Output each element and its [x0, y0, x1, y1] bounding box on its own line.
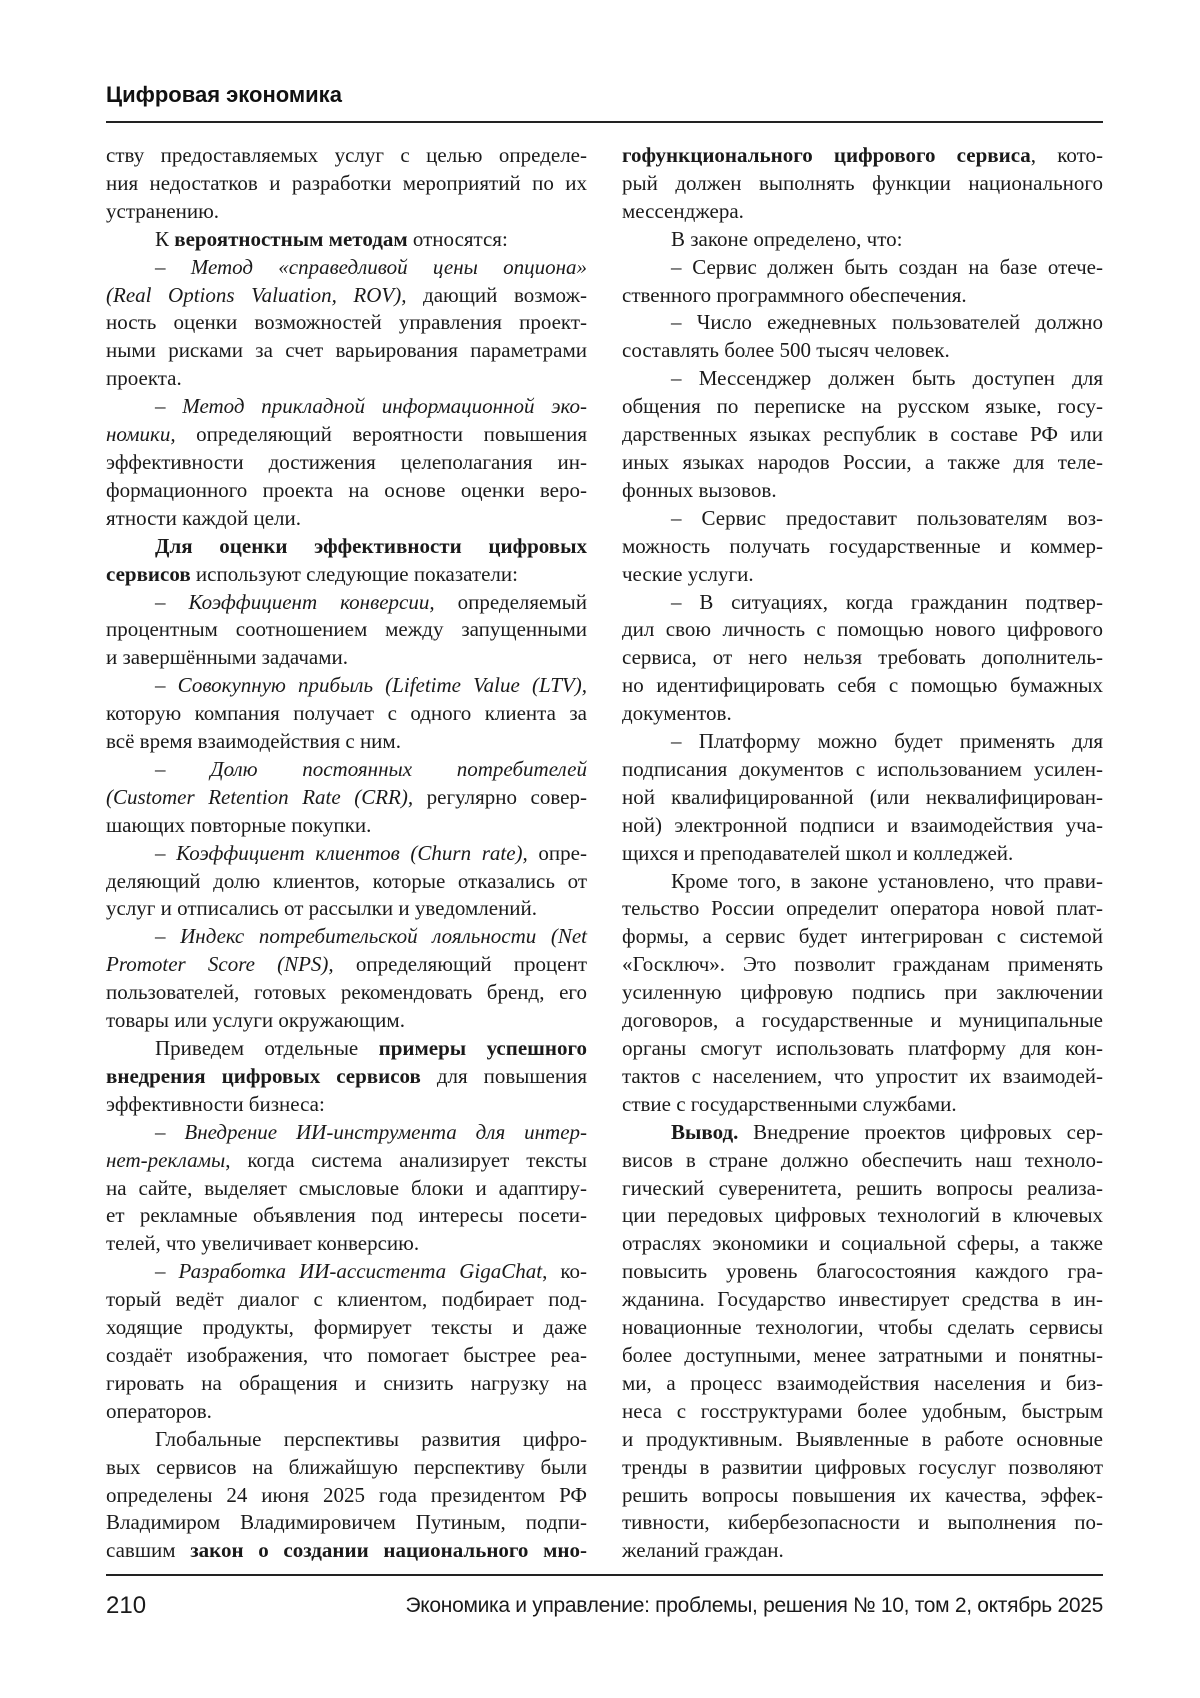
italic-text: номики, [106, 422, 176, 446]
text-run: тельство России определит оператора новой плат- [622, 896, 1103, 920]
text-run: – [155, 1259, 179, 1283]
text-line [622, 226, 1103, 254]
text-line [106, 1370, 587, 1398]
text-line [106, 784, 587, 812]
text-line [622, 1175, 1103, 1203]
text-line [622, 421, 1103, 449]
text-run: можность получать государственные и коммер- [622, 534, 1103, 558]
text-run: рый должен выполнять функции национального [622, 171, 1103, 195]
text-line [622, 142, 1103, 170]
text-run: ству предоставляемых услуг с целью определе- [106, 143, 587, 167]
right-column [622, 142, 1103, 1565]
text-line [106, 1063, 587, 1091]
text-line [106, 1509, 587, 1537]
italic-text: Индекс потребительской лояльности (Net [180, 924, 587, 948]
text-run: ность оценки возможностей управления проект- [106, 310, 587, 334]
text-run: более доступными, менее затратными и понятны- [622, 1343, 1103, 1367]
text-line [622, 1147, 1103, 1175]
text-line [622, 672, 1103, 700]
text-run: ными рисками за счет варьирования параметрами [106, 338, 587, 362]
text-line [106, 1091, 587, 1119]
text-line [622, 393, 1103, 421]
text-run: – [155, 757, 210, 781]
paragraph [106, 1258, 587, 1425]
text-run: эффективности бизнеса: [106, 1092, 325, 1116]
text-run: тивности, кибербезопасности и выполнения по- [622, 1510, 1103, 1534]
text-run: В законе определено, что: [671, 227, 902, 251]
text-line [106, 505, 587, 533]
text-line [106, 477, 587, 505]
text-line [622, 477, 1103, 505]
italic-text: Долю постоянных потребителей [210, 757, 587, 781]
text-run: иных языках народов России, а также для теле- [622, 450, 1103, 474]
text-line [622, 1286, 1103, 1314]
text-run: проекта. [106, 366, 182, 390]
text-run: – [155, 924, 180, 948]
text-line [106, 1147, 587, 1175]
text-run: составлять более 500 тысяч человек. [622, 338, 950, 362]
italic-text: (Customer Retention Rate (CRR), [106, 785, 413, 809]
text-run: фонных вызовов. [622, 478, 777, 502]
text-line [106, 282, 587, 310]
text-run: формы, а сервис будет интегрирован с системой [622, 924, 1103, 948]
text-run: – [155, 841, 176, 865]
italic-text: Коэффициент конверсии, [189, 590, 435, 614]
text-run: пользователей, готовых рекомендовать бренд, его [106, 980, 587, 1004]
text-run: Приведем отдельные [155, 1036, 379, 1060]
text-line [106, 1007, 587, 1035]
paragraph [106, 393, 587, 533]
text-run: – Платформу можно будет применять для [671, 729, 1103, 753]
text-line [622, 700, 1103, 728]
text-line [622, 170, 1103, 198]
paragraph [106, 1035, 587, 1119]
text-run: – [155, 1120, 184, 1144]
text-line [622, 812, 1103, 840]
text-run: «Госключ». Это позволит гражданам применять [622, 952, 1103, 976]
text-run: ствие с государственными службами. [622, 1092, 957, 1116]
text-line [106, 923, 587, 951]
text-line [622, 1063, 1103, 1091]
text-run: мессенджера. [622, 199, 744, 223]
bold-text: Вывод. [671, 1120, 738, 1144]
text-run: дил свою личность с помощью нового цифрового [622, 617, 1103, 641]
text-run: желаний граждан. [622, 1538, 784, 1562]
text-run: Кроме того, в законе установлено, что прави- [671, 869, 1103, 893]
bold-text: вероятностным методам [174, 227, 407, 251]
text-run: – Число ежедневных пользователей должно [671, 310, 1103, 334]
text-line [622, 784, 1103, 812]
text-line [106, 756, 587, 784]
text-run: решить вопросы повышения их качества, эффек- [622, 1483, 1103, 1507]
footer-divider [106, 1574, 1103, 1576]
text-line [622, 1426, 1103, 1454]
text-run: – [155, 394, 182, 418]
text-run: на сайте, выделяет смысловые блоки и адаптиру- [106, 1176, 587, 1200]
text-line [106, 672, 587, 700]
paragraph [106, 840, 587, 924]
text-run: – Мессенджер должен быть доступен для [671, 366, 1103, 390]
text-line [106, 393, 587, 421]
text-line [622, 616, 1103, 644]
text-run: ной) электронной подписи и взаимодействия уча- [622, 813, 1103, 837]
text-line [622, 337, 1103, 365]
text-run: гический суверенитета, решить вопросы реализа- [622, 1176, 1103, 1200]
text-run: телей, что увеличивает конверсию. [106, 1231, 419, 1255]
text-line [622, 895, 1103, 923]
italic-text: Разработка ИИ-ассистента GigaChat [179, 1259, 543, 1283]
paragraph [622, 309, 1103, 365]
text-run: К [155, 227, 174, 251]
text-line [106, 1230, 587, 1258]
bold-text: закон о создании национального мно- [190, 1538, 587, 1562]
text-run: – Сервис должен быть создан на базе отече- [671, 255, 1103, 279]
text-run: – [155, 673, 178, 697]
text-run: определены 24 июня 2025 года президентом РФ [106, 1483, 587, 1507]
text-run: савшим [106, 1538, 190, 1562]
paragraph [622, 505, 1103, 589]
text-run: определяющий вероятности повышения [176, 422, 587, 446]
text-run: и завершёнными задачами. [106, 645, 348, 669]
paragraph [622, 728, 1103, 868]
text-line [106, 170, 587, 198]
text-run: формационного проекта на основе оценки веро- [106, 478, 587, 502]
text-run: – [155, 255, 191, 279]
italic-text: Внедрение ИИ-инструмента для интер- [184, 1120, 587, 1144]
italic-text: Коэффициент клиентов (Churn rate), [176, 841, 528, 865]
text-line [106, 895, 587, 923]
text-run: гировать на обращения и снизить нагрузку на [106, 1371, 587, 1395]
text-run: для повышения [421, 1064, 587, 1088]
text-run: определяющий процент [334, 952, 587, 976]
text-line [106, 1398, 587, 1426]
text-run: усиленную цифровую подпись при заключении [622, 980, 1103, 1004]
text-run: – Сервис предоставит пользователям воз- [671, 506, 1103, 530]
text-run: Владимиром Владимировичем Путиным, подпи- [106, 1510, 587, 1534]
text-run: отраслях экономики и социальной сферы, а также [622, 1231, 1103, 1255]
text-run: – В ситуациях, когда гражданин подтвер- [671, 590, 1103, 614]
text-line [622, 728, 1103, 756]
text-run: сервиса, от него нельзя требовать дополнитель- [622, 645, 1103, 669]
text-run: подписания документов с использованием усилен- [622, 757, 1103, 781]
text-line [622, 1119, 1103, 1147]
text-line [622, 756, 1103, 784]
text-line [106, 365, 587, 393]
text-run: , когда система анализирует тексты [225, 1148, 587, 1172]
italic-text: Метод «справедливой цены опциона» [191, 255, 587, 279]
text-line [622, 589, 1103, 617]
paragraph [106, 672, 587, 756]
text-run: повысить уровень благосостояния каждого гра- [622, 1259, 1103, 1283]
text-line [622, 1509, 1103, 1537]
text-line [622, 979, 1103, 1007]
text-line [622, 309, 1103, 337]
text-line [622, 1482, 1103, 1510]
italic-text: нет-рекламы [106, 1148, 225, 1172]
text-run: создаёт изображения, что помогает быстрее реа- [106, 1343, 587, 1367]
text-line [622, 505, 1103, 533]
text-line [106, 1482, 587, 1510]
text-line [622, 1314, 1103, 1342]
text-line [106, 979, 587, 1007]
text-run: неса с госструктурами более удобным, быстрым [622, 1399, 1103, 1423]
text-run: и продуктивным. Выявленные в работе основные [622, 1427, 1103, 1451]
text-line [106, 1175, 587, 1203]
text-run: висов в стране должно обеспечить наш техноло- [622, 1148, 1103, 1172]
text-run: Глобальные перспективы развития цифро- [155, 1427, 587, 1451]
text-run: общения по переписке на русском языке, госу- [622, 394, 1103, 418]
italic-text: Promoter Score (NPS), [106, 952, 334, 976]
text-run: всё время взаимодействия с ним. [106, 729, 401, 753]
text-line [106, 561, 587, 589]
left-column [106, 142, 587, 1565]
text-line [106, 868, 587, 896]
text-line [622, 1230, 1103, 1258]
text-line [622, 1258, 1103, 1286]
page-number: 210 [106, 1592, 146, 1620]
text-run: которую компания получает с одного клиента за [106, 701, 587, 725]
paragraph [106, 923, 587, 1035]
text-line [622, 533, 1103, 561]
text-run: тактов с населением, что упростит их взаимодей- [622, 1064, 1103, 1088]
paragraph [106, 142, 587, 226]
text-run: ет рекламные объявления под интересы посети- [106, 1203, 587, 1227]
bold-text: Для оценки эффективности цифровых [155, 534, 587, 558]
text-run: регулярно совер- [413, 785, 587, 809]
text-run: Внедрение проектов цифровых сер- [738, 1120, 1103, 1144]
text-run: договоров, а государственные и муниципальные [622, 1008, 1103, 1032]
text-line [106, 840, 587, 868]
text-run: новационные технологии, чтобы сделать сервисы [622, 1315, 1103, 1339]
paragraph [106, 226, 587, 254]
paragraph [106, 254, 587, 394]
text-run: ми, а процесс взаимодействия населения и биз- [622, 1371, 1103, 1395]
text-run: но идентифицировать себя с помощью бумажных [622, 673, 1103, 697]
text-run: определяемый [435, 590, 587, 614]
text-line [106, 1426, 587, 1454]
text-run: торый ведёт диалог с клиентом, подбирает под- [106, 1287, 587, 1311]
text-line [106, 142, 587, 170]
text-run: ции передовых цифровых технологий в ключевых [622, 1203, 1103, 1227]
text-line [622, 840, 1103, 868]
text-line [622, 644, 1103, 672]
text-run: ятности каждой цели. [106, 506, 301, 530]
text-line [106, 533, 587, 561]
text-run: относятся: [408, 227, 508, 251]
paragraph [622, 365, 1103, 505]
text-line [106, 728, 587, 756]
text-line [622, 561, 1103, 589]
paragraph [106, 589, 587, 673]
paragraph [622, 142, 1103, 226]
paragraph [106, 1119, 587, 1259]
bold-text: гофункционального цифрового сервиса [622, 143, 1031, 167]
text-run: дающий возмож- [406, 283, 587, 307]
text-run: документов. [622, 701, 732, 725]
bold-text: сервисов [106, 562, 191, 586]
text-run: органы смогут использовать платформу для кон- [622, 1036, 1103, 1060]
text-run: , ко- [542, 1259, 587, 1283]
text-line [106, 951, 587, 979]
text-run: деляющий долю клиентов, которые отказались от [106, 869, 587, 893]
text-run: , кото- [1031, 143, 1103, 167]
header-divider [106, 121, 1103, 123]
paragraph [622, 868, 1103, 1119]
text-line [622, 365, 1103, 393]
text-line [106, 1202, 587, 1230]
italic-text: (Real Options Valuation, ROV), [106, 283, 406, 307]
text-line [622, 951, 1103, 979]
text-run: ческие услуги. [622, 562, 754, 586]
text-run: шающих повторные покупки. [106, 813, 371, 837]
text-run: ной квалифицированной (или неквалифицирован- [622, 785, 1103, 809]
text-line [106, 1119, 587, 1147]
text-run: щихся и преподавателей школ и колледжей. [622, 841, 1013, 865]
text-line [106, 1286, 587, 1314]
text-run: – [155, 590, 189, 614]
text-run: используют следующие показатели: [191, 562, 518, 586]
bold-text: внедрения цифровых сервисов [106, 1064, 421, 1088]
text-line [622, 254, 1103, 282]
text-run: эффективности достижения целеполагания ин- [106, 450, 587, 474]
paragraph [106, 756, 587, 840]
section-title: Цифровая экономика [106, 82, 342, 108]
text-line [106, 1454, 587, 1482]
text-run: услуг и отписались от рассылки и уведомлений. [106, 896, 537, 920]
italic-text: Совокупную прибыль (Lifetime Value (LTV), [178, 673, 587, 697]
text-line [622, 1342, 1103, 1370]
text-line [106, 198, 587, 226]
text-run: ния недостатков и разработки мероприятий по их [106, 171, 587, 195]
text-run: товары или услуги окружающим. [106, 1008, 405, 1032]
text-run: устранению. [106, 199, 219, 223]
text-run: ходящие продукты, формирует тексты и даже [106, 1315, 587, 1339]
journal-citation: Экономика и управление: проблемы, решения № 10, том 2, октябрь 2025 [405, 1594, 1103, 1618]
paragraph [622, 254, 1103, 310]
text-line [622, 1454, 1103, 1482]
text-line [106, 616, 587, 644]
text-line [106, 1314, 587, 1342]
text-line [106, 1035, 587, 1063]
bold-text: примеры успешного [379, 1036, 587, 1060]
text-line [106, 449, 587, 477]
text-line [106, 589, 587, 617]
text-run: опре- [528, 841, 587, 865]
text-line [622, 449, 1103, 477]
paragraph [106, 1426, 587, 1566]
text-line [622, 1007, 1103, 1035]
text-run: тренды в развитии цифровых госуслуг позволяют [622, 1455, 1103, 1479]
text-line [106, 700, 587, 728]
text-line [622, 923, 1103, 951]
text-line [106, 309, 587, 337]
text-line [622, 1370, 1103, 1398]
italic-text: Метод прикладной информационной эко- [182, 394, 587, 418]
text-line [106, 812, 587, 840]
text-line [622, 1537, 1103, 1565]
text-run: вых сервисов на ближайшую перспективу были [106, 1455, 587, 1479]
text-line [622, 1091, 1103, 1119]
paragraph [106, 533, 587, 589]
text-line [106, 337, 587, 365]
text-run: дарственных языках республик в составе РФ или [622, 422, 1103, 446]
paragraph [622, 226, 1103, 254]
text-line [106, 1537, 587, 1565]
text-line [106, 254, 587, 282]
text-run: жданина. Государство инвестирует средства в ин- [622, 1287, 1103, 1311]
text-run: ственного программного обеспечения. [622, 283, 967, 307]
text-line [622, 198, 1103, 226]
text-line [622, 868, 1103, 896]
text-line [106, 226, 587, 254]
paragraph [622, 1119, 1103, 1566]
text-line [622, 1202, 1103, 1230]
text-line [622, 282, 1103, 310]
text-line [622, 1398, 1103, 1426]
text-run: операторов. [106, 1399, 212, 1423]
text-line [622, 1035, 1103, 1063]
text-run: процентным соотношением между запущенными [106, 617, 587, 641]
text-line [106, 1258, 587, 1286]
paragraph [622, 589, 1103, 729]
text-line [106, 644, 587, 672]
text-line [106, 1342, 587, 1370]
text-line [106, 421, 587, 449]
